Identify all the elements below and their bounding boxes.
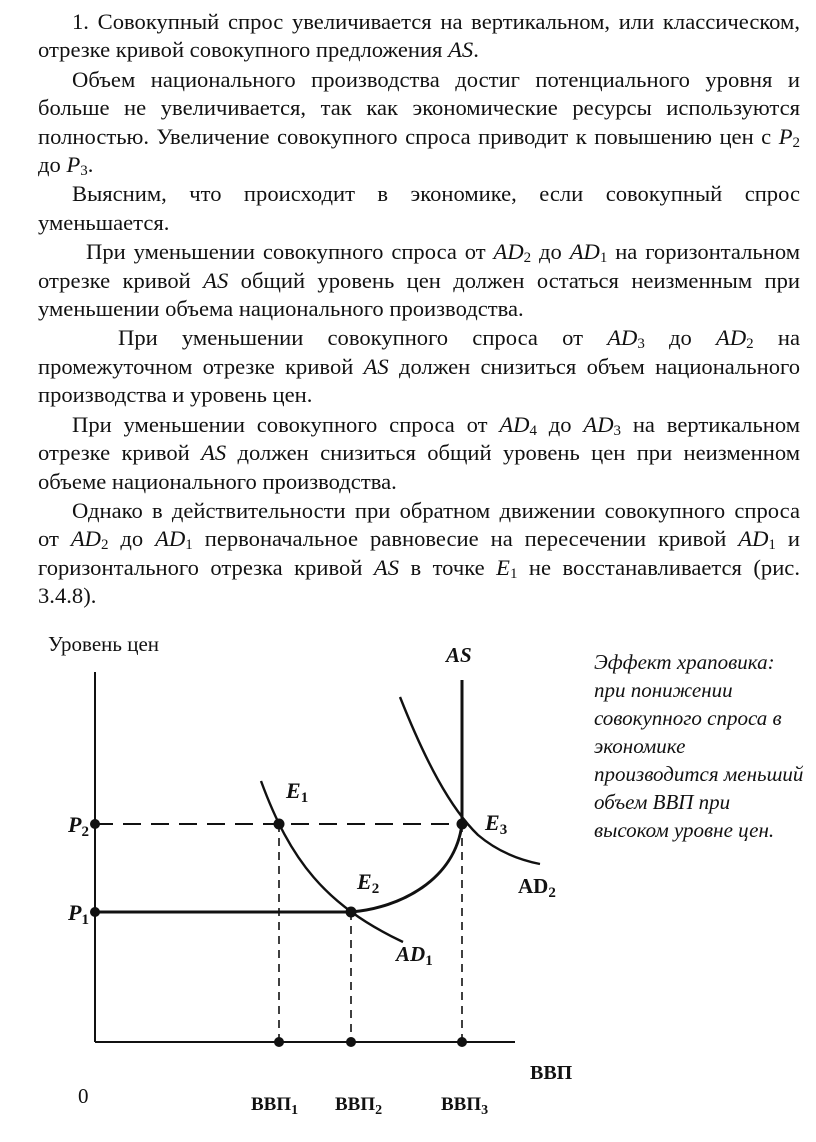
gdp2-label: $ВВП_2$ [335, 1094, 383, 1118]
paragraph-5: При уменьшении совокупного спроса от $AD_3$ до $AD_2$ на промежуточном отрезке кривой AS должен снизиться объем национального производства и уровень цен. [38, 325, 800, 408]
ad1-label: AD1 [396, 942, 433, 969]
paragraph-3: Выясним, что происходит в экономике, если совокупный спрос уменьшается. [38, 181, 800, 235]
ad2-label: AD2 [518, 874, 556, 901]
p1-axis-point [90, 907, 100, 917]
e1-point [274, 819, 285, 830]
figure-caption: Эффект храповика: при понижении совокупного спроса в экономике производится меньший объем ВВП при высоком уровне цен. [594, 650, 804, 842]
body-text [38, 8, 800, 612]
paragraph-7: Однако в действительности при обратном движении совокупного спроса от $AD_2$ до $AD_1$ первоначальное равновесие на пересечении кривой $AD_1$ и горизонтального отрезка кривой AS в точке $E_1$ не восстанавливается (рис. 3.4.8). [38, 497, 800, 609]
e2-label: E2 [357, 869, 380, 897]
gdp2-axis-point [346, 1037, 356, 1047]
gdp3-label: $ВВП_3$ [441, 1094, 489, 1118]
p2-label: P2 [68, 812, 89, 840]
paragraph-1: 1. Совокупный спрос увеличивается на вертикальном, или классическом, отрезке кривой совокупного предложения AS. [38, 9, 800, 63]
gdp3-axis-point [457, 1037, 467, 1047]
gdp1-axis-point [274, 1037, 284, 1047]
x-axis-label: ВВП [530, 1062, 573, 1084]
e1-label: E1 [286, 778, 309, 806]
p2-axis-point [90, 819, 100, 829]
as-label: AS [446, 643, 472, 667]
gdp1-label: $ВВП_1$ [251, 1094, 299, 1118]
paragraph-6: При уменьшении совокупного спроса от $AD_4$ до $AD_3$ на вертикальном отрезке кривой AS должен снизиться общий уровень цен при неизменном объеме национального производства. [38, 411, 801, 494]
paragraph-4: При уменьшении совокупного спроса от $AD_2$ до $AD_1$ на горизонтальном отрезке кривой AS общий уровень цен должен остаться неизменным при уменьшении объема национального производства. [38, 239, 800, 322]
e3-point [457, 819, 468, 830]
p1-label: P1 [68, 900, 89, 928]
e3-label: E3 [485, 810, 508, 838]
ad1-curve [261, 781, 403, 942]
e2-point [346, 907, 357, 918]
y-axis-label: Уровень цен [48, 632, 159, 656]
ad2-curve [400, 697, 540, 864]
paragraph-2: Объем национального производства достиг потенциального уровня и больше не увеличивается, так как экономические ресурсы используются полностью. Увеличение совокупного спроса приводит к повышению цен с $P_2$ до $P_3$. [38, 66, 800, 180]
origin-label: 0 [78, 1084, 89, 1108]
